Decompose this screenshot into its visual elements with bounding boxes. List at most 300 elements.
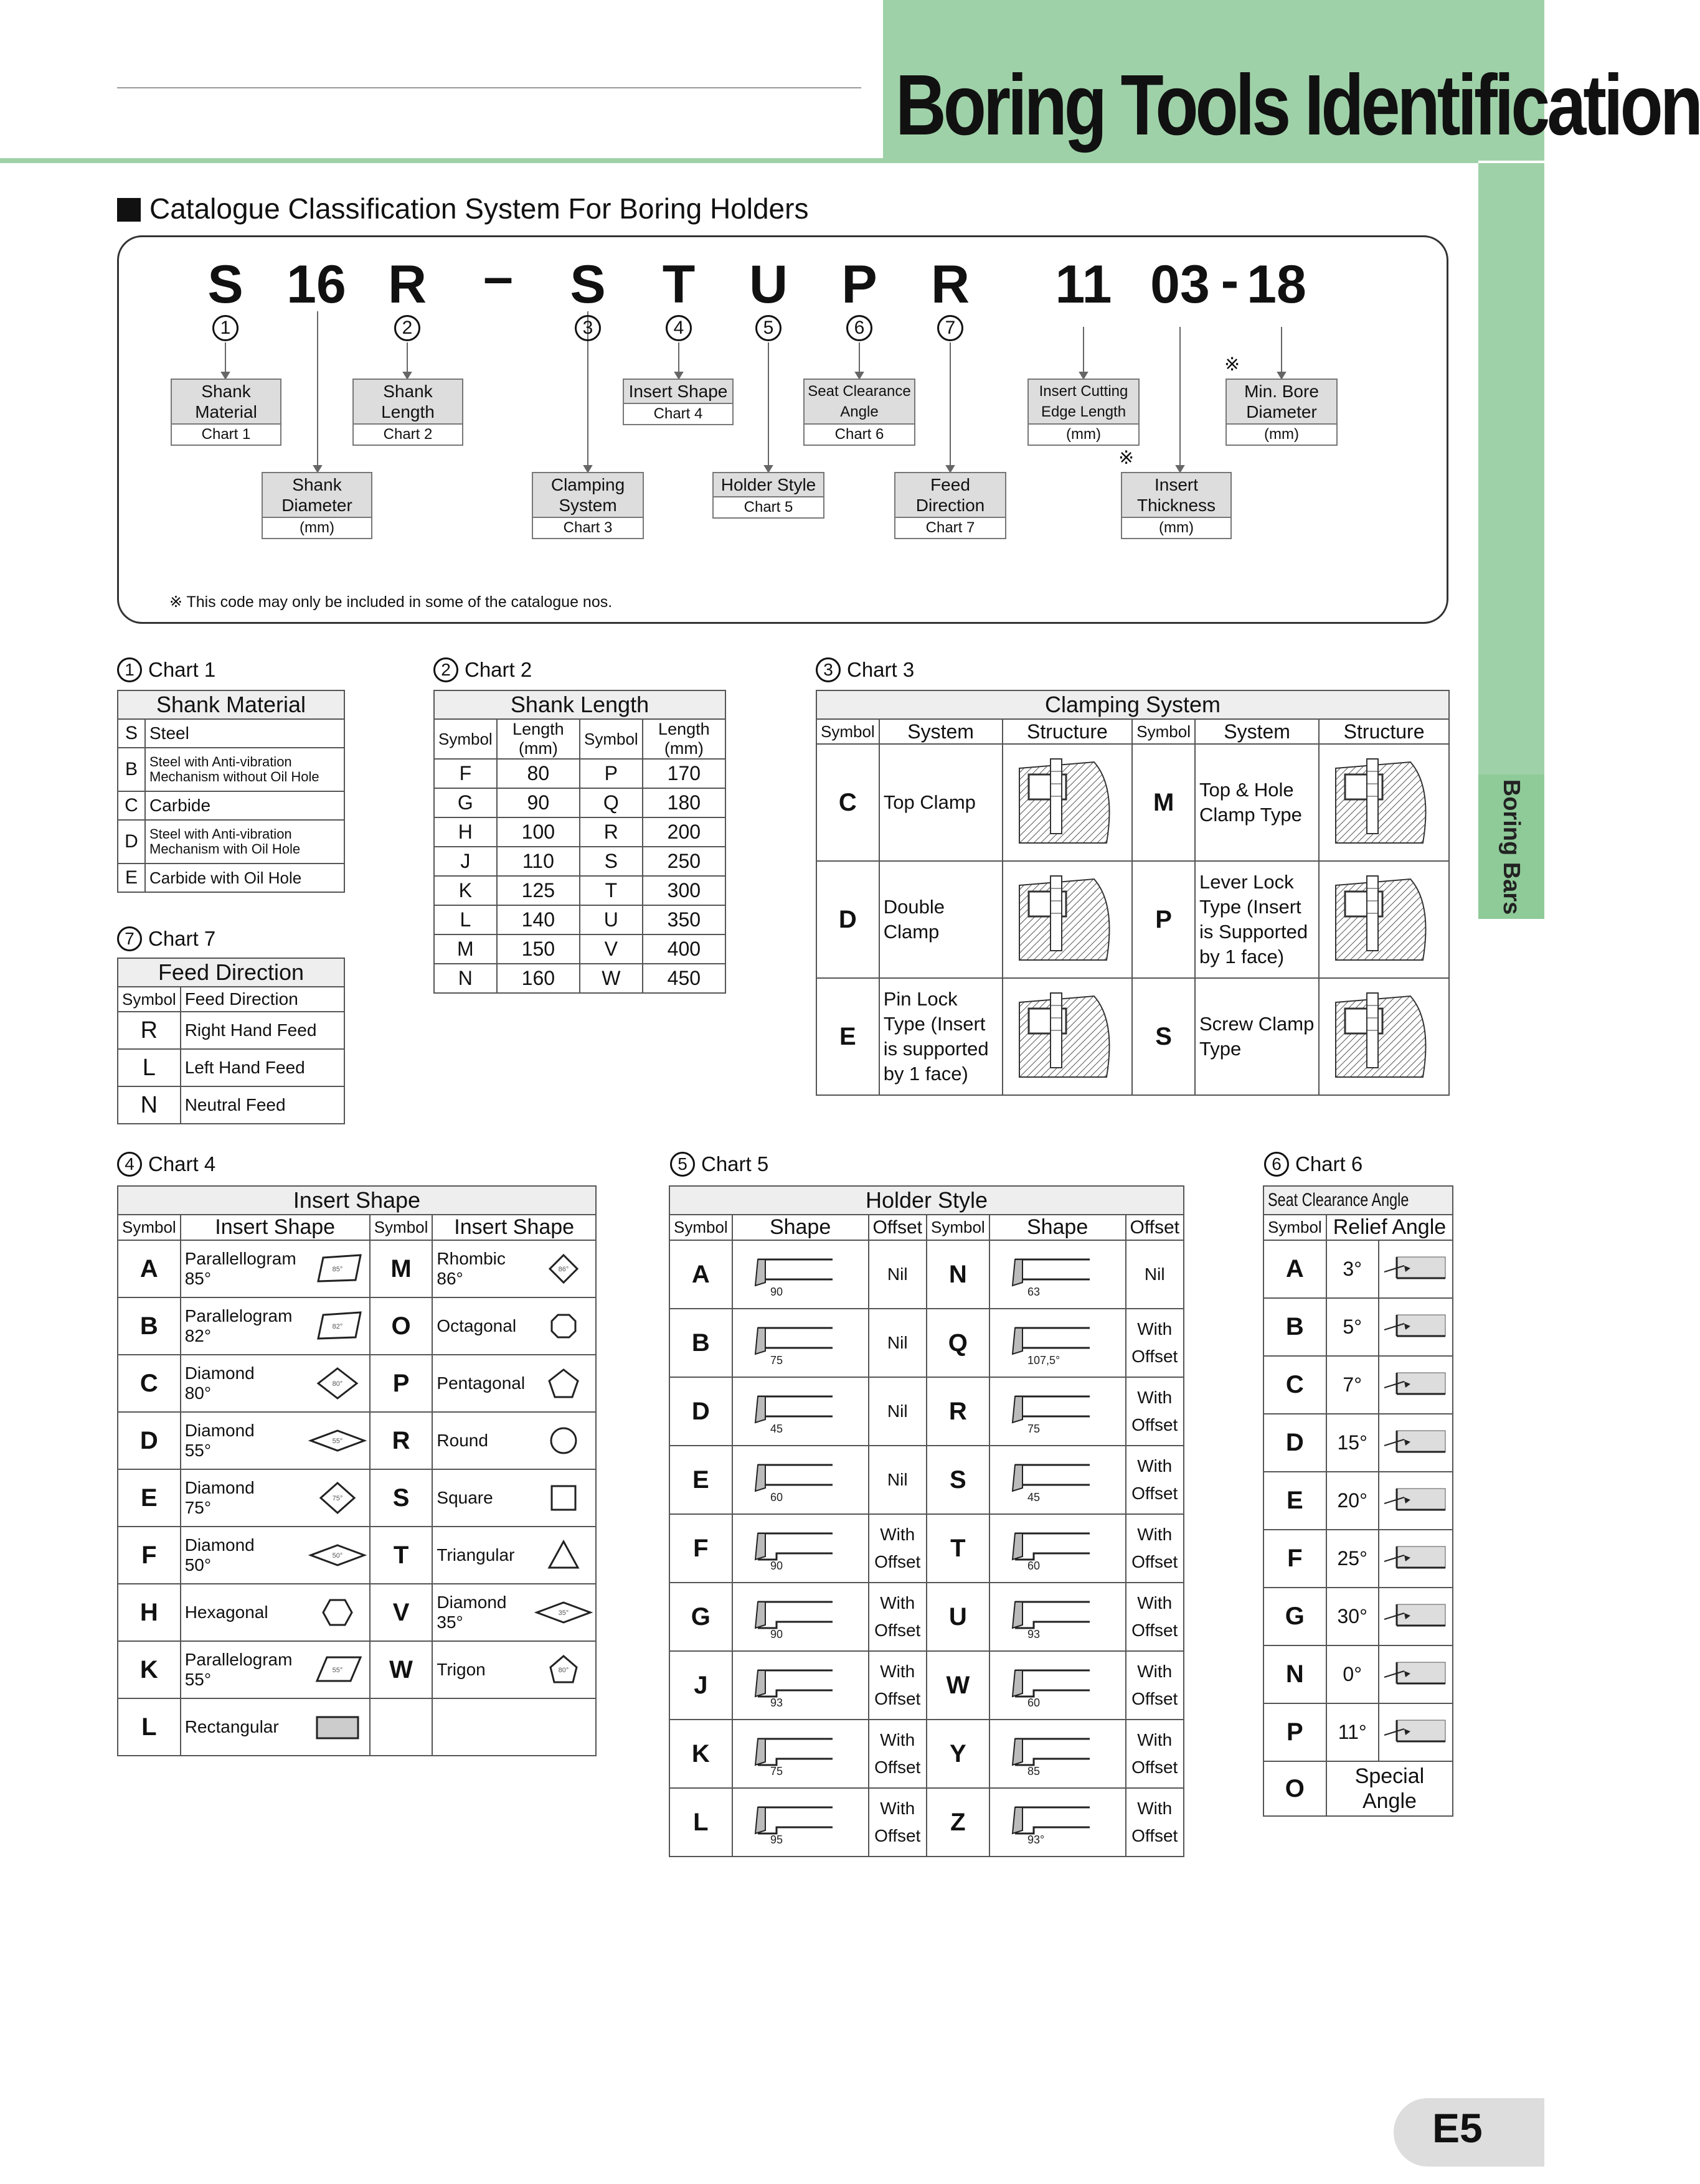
svg-text:60: 60 [1027, 1559, 1040, 1572]
chart4-shape-cell [432, 1297, 596, 1355]
insert-shape-icon [536, 1479, 592, 1517]
chart5-table [669, 1185, 1184, 1857]
chart5-symbol: U [927, 1583, 989, 1651]
code-circle-5: 5 [755, 315, 782, 341]
chart4-shape-name: Diamond [184, 1363, 255, 1383]
holder-style-icon [990, 1591, 1096, 1640]
chart6-symbol: D [1263, 1414, 1326, 1472]
svg-text:82°: 82° [332, 1323, 343, 1330]
relief-angle-icon [1379, 1657, 1448, 1688]
chart4-shape-name: Trigon [437, 1660, 486, 1679]
chart4-shape-name: Diamond [437, 1593, 507, 1612]
chart3-system: Top Clamp [879, 744, 1003, 861]
chart4-header: Insert Shape [118, 1186, 596, 1215]
chart5-offset: With Offset [1126, 1309, 1184, 1377]
chart3-symbol: C [816, 744, 879, 861]
chart6-icon-cell [1379, 1414, 1453, 1472]
chart5-title [670, 1152, 768, 1177]
chart4-shape-name: Diamond [184, 1421, 255, 1440]
chart4-shape-name: Round [437, 1431, 488, 1450]
chart5-symbol: S [927, 1446, 989, 1514]
chart2-col-symbol: Symbol [580, 719, 643, 759]
holder-style-icon [990, 1728, 1096, 1777]
insert-shape-icon [309, 1250, 366, 1287]
label-clamping-system: Clamping System Chart 3 [532, 472, 644, 539]
svg-text:45: 45 [1027, 1490, 1040, 1504]
chart2-symbol: N [434, 964, 497, 993]
chart3-structure-drawing [1003, 978, 1133, 1095]
insert-shape-icon [536, 1307, 592, 1345]
chart2-row [434, 817, 725, 847]
chart4-shape-cell [432, 1641, 596, 1698]
side-tab-label-wrap[interactable] [1478, 774, 1544, 919]
chart3-col-structure: Structure [1319, 719, 1449, 744]
chart5-offset: With Offset [1126, 1651, 1184, 1720]
chart5-symbol: D [669, 1377, 732, 1446]
code-char-shank-diameter: 16 [286, 255, 346, 314]
chart5-row [669, 1583, 1184, 1651]
label-min-bore: Min. Bore Diameter (mm) [1225, 379, 1338, 446]
chart5-title-text: Chart 5 [701, 1152, 769, 1175]
chart5-offset: Nil [869, 1446, 927, 1514]
holder-style-icon [733, 1796, 839, 1846]
holder-style-icon [990, 1522, 1096, 1572]
chart2-header: Shank Length [434, 690, 725, 719]
chart4-row [118, 1698, 596, 1756]
chart4-symbol [370, 1698, 433, 1756]
chart3-symbol: E [816, 978, 879, 1095]
chart4-row [118, 1527, 596, 1584]
chart4-shape-name: Hexagonal [184, 1603, 268, 1622]
code-circle-2: 2 [394, 315, 420, 341]
chart4-shape-cell [181, 1698, 370, 1756]
chart2-symbol: H [434, 817, 497, 847]
chart6-angle: 11° [1326, 1703, 1379, 1761]
chart3-system: Top & Hole Clamp Type [1195, 744, 1319, 861]
chart4-shape-cell [432, 1412, 596, 1469]
chart4-shape-angle: 80° [184, 1383, 212, 1403]
insert-shape-icon [309, 1708, 366, 1746]
svg-text:60: 60 [770, 1490, 783, 1504]
chart5-symbol: Q [927, 1309, 989, 1377]
chart2-symbol: F [434, 759, 497, 788]
chart3-system: Lever Lock Type (Insert is Supported by 1 face) [1195, 861, 1319, 978]
chart3-structure-drawing [1319, 861, 1449, 978]
chart5-shape-cell [989, 1514, 1126, 1583]
chart4-symbol: D [118, 1412, 181, 1469]
svg-text:35°: 35° [558, 1609, 569, 1617]
relief-angle-icon [1379, 1599, 1448, 1631]
chart2-symbol: Q [580, 788, 643, 817]
insert-shape-icon [536, 1365, 592, 1402]
chart6-icon-cell [1379, 1645, 1453, 1703]
chart4-shape-name: Parallellogram [184, 1249, 296, 1268]
chart4-shape-name: Pentagonal [437, 1373, 526, 1393]
chart5-symbol: W [927, 1651, 989, 1720]
chart5-symbol: Y [927, 1720, 989, 1788]
chart6-header: Seat Clearance Angle [1263, 1186, 1453, 1215]
chart6-symbol: B [1263, 1298, 1326, 1356]
chart7-text: Neutral Feed [181, 1086, 344, 1124]
chart6-row [1263, 1472, 1453, 1530]
chart2-row [434, 788, 725, 817]
chart5-shape-cell [732, 1720, 869, 1788]
holder-style-icon [733, 1522, 839, 1572]
svg-text:50°: 50° [332, 1552, 343, 1560]
chart3-row [816, 744, 1449, 861]
chart4-shape-cell [181, 1469, 370, 1527]
chart2-length: 250 [643, 847, 725, 876]
chart4-row [118, 1297, 596, 1355]
chart4-row [118, 1584, 596, 1641]
chart2-symbol: P [580, 759, 643, 788]
chart2-length: 170 [643, 759, 725, 788]
chart3-system: Pin Lock Type (Insert is supported by 1 face) [879, 978, 1003, 1095]
chart2-symbol: J [434, 847, 497, 876]
chart4-symbol: W [370, 1641, 433, 1698]
chart6-symbol: A [1263, 1240, 1326, 1298]
chart5-symbol: R [927, 1377, 989, 1446]
chart4-col-symbol: Symbol [370, 1215, 433, 1240]
chart6-row [1263, 1356, 1453, 1414]
chart6-angle: 25° [1326, 1530, 1379, 1588]
relief-angle-icon [1379, 1426, 1448, 1457]
chart3-row [816, 861, 1449, 978]
chart5-symbol: B [669, 1309, 732, 1377]
chart4-shape-cell [432, 1584, 596, 1641]
holder-style-icon [990, 1796, 1096, 1846]
code-char-thickness: 03 [1150, 255, 1210, 314]
code-circle-6: 6 [846, 315, 872, 341]
relief-angle-icon [1379, 1542, 1448, 1573]
chart6-icon-cell [1379, 1356, 1453, 1414]
chart6-symbol: E [1263, 1472, 1326, 1530]
asterisk-mark: ※ [1224, 354, 1240, 375]
chart1-sym: D [118, 820, 145, 864]
chart4-shape-name: Diamond [184, 1535, 255, 1555]
svg-text:55°: 55° [332, 1438, 343, 1445]
insert-shape-icon [309, 1537, 366, 1574]
chart6-angle: 7° [1326, 1356, 1379, 1414]
chart2-row [434, 964, 725, 993]
svg-text:93: 93 [1027, 1627, 1040, 1640]
holder-style-icon [733, 1659, 839, 1709]
chart2-row [434, 847, 725, 876]
chart5-offset: With Offset [1126, 1514, 1184, 1583]
code-note: ※ This code may only be included in some of the catalogue nos. [169, 593, 613, 611]
chart7-text: Left Hand Feed [181, 1049, 344, 1086]
relief-angle-icon [1379, 1368, 1448, 1399]
chart6-number: 6 [1264, 1152, 1289, 1177]
chart5-offset: With Offset [869, 1583, 927, 1651]
chart3-structure-drawing [1319, 744, 1449, 861]
chart1-table [117, 690, 345, 893]
chart7-number: 7 [117, 926, 142, 951]
chart4-shape-cell [181, 1584, 370, 1641]
chart5-symbol: A [669, 1240, 732, 1309]
label-edge-length: Insert Cutting Edge Length (mm) [1027, 379, 1140, 446]
chart5-col-shape: Shape [989, 1215, 1126, 1240]
chart2-row [434, 934, 725, 964]
chart5-shape-cell [989, 1309, 1126, 1377]
chart5-offset: With Offset [869, 1788, 927, 1857]
chart2-length: 180 [643, 788, 725, 817]
chart1-sym: E [118, 864, 145, 892]
chart6-icon-cell [1379, 1472, 1453, 1530]
code-circle-1: 1 [212, 315, 238, 341]
chart2-length: 140 [497, 905, 580, 934]
chart6-icon-cell [1379, 1588, 1453, 1645]
chart2-symbol: U [580, 905, 643, 934]
code-circle-7: 7 [937, 315, 963, 341]
chart6-row [1263, 1761, 1453, 1816]
chart6-angle: 0° [1326, 1645, 1379, 1703]
chart5-symbol: J [669, 1651, 732, 1720]
chart4-shape-angle: 82° [184, 1326, 212, 1345]
chart4-symbol: K [118, 1641, 181, 1698]
svg-text:45: 45 [770, 1422, 783, 1435]
chart2-table [433, 690, 726, 994]
chart5-offset: With Offset [1126, 1377, 1184, 1446]
code-char-shank-length: R [387, 255, 427, 314]
chart5-col-shape: Shape [732, 1215, 869, 1240]
label-shank-length: Shank Length Chart 2 [352, 379, 463, 446]
chart5-offset: Nil [1126, 1240, 1184, 1309]
chart3-structure-drawing [1003, 861, 1133, 978]
code-connector-lines [0, 0, 1700, 685]
chart7-sym: R [118, 1012, 181, 1049]
chart4-symbol: S [370, 1469, 433, 1527]
chart6-icon-cell [1379, 1703, 1453, 1761]
chart6-row [1263, 1414, 1453, 1472]
code-char-holder-style: U [748, 255, 788, 314]
chart6-table [1263, 1185, 1453, 1817]
svg-text:80°: 80° [332, 1380, 343, 1388]
chart2-length: 100 [497, 817, 580, 847]
chart6-symbol: O [1263, 1761, 1326, 1816]
chart2-col-symbol: Symbol [434, 719, 497, 759]
relief-angle-icon [1379, 1252, 1448, 1283]
chart2-length: 400 [643, 934, 725, 964]
insert-shape-icon [309, 1479, 366, 1517]
chart2-length: 200 [643, 817, 725, 847]
insert-shape-icon [309, 1594, 366, 1631]
insert-shape-icon [536, 1651, 592, 1688]
chart6-row [1263, 1530, 1453, 1588]
chart5-row [669, 1309, 1184, 1377]
chart6-angle: Special Angle [1326, 1761, 1453, 1816]
chart2-length: 90 [497, 788, 580, 817]
chart5-header: Holder Style [669, 1186, 1184, 1215]
chart2-length: 80 [497, 759, 580, 788]
chart1-text: Steel with Anti-vibration Mechanism with Oil Hole [145, 820, 344, 864]
chart6-symbol: G [1263, 1588, 1326, 1645]
chart2-row [434, 876, 725, 905]
svg-text:85: 85 [1027, 1764, 1040, 1777]
svg-text:55°: 55° [332, 1667, 343, 1674]
chart6-symbol: C [1263, 1356, 1326, 1414]
chart2-length: 300 [643, 876, 725, 905]
svg-text:90: 90 [770, 1285, 783, 1298]
chart5-symbol: N [927, 1240, 989, 1309]
chart5-offset: With Offset [1126, 1446, 1184, 1514]
chart5-shape-cell [732, 1377, 869, 1446]
chart2-row [434, 905, 725, 934]
chart4-shape-cell [432, 1240, 596, 1297]
code-circle-3: 3 [575, 315, 601, 341]
chart5-row [669, 1720, 1184, 1788]
page-title: Boring Tools Identification [895, 57, 1700, 153]
svg-text:60: 60 [1027, 1696, 1040, 1709]
chart4-symbol: R [370, 1412, 433, 1469]
chart4-shape-cell [432, 1355, 596, 1412]
section-title: Catalogue Classification System For Boring Holders [149, 192, 809, 225]
chart2-length: 450 [643, 964, 725, 993]
chart4-symbol: A [118, 1240, 181, 1297]
chart5-offset: Nil [869, 1309, 927, 1377]
label-feed-direction: Feed Direction Chart 7 [894, 472, 1006, 539]
chart4-col-symbol: Symbol [118, 1215, 181, 1240]
chart5-col-offset: Offset [1126, 1215, 1184, 1240]
chart4-shape-name: Rhombic [437, 1249, 506, 1268]
chart4-symbol: E [118, 1469, 181, 1527]
chart7-header: Feed Direction [118, 958, 344, 987]
chart7-col-symbol: Symbol [118, 987, 181, 1012]
chart4-symbol: T [370, 1527, 433, 1584]
svg-text:75: 75 [770, 1353, 783, 1367]
svg-text:93: 93 [770, 1696, 783, 1709]
chart5-offset: Nil [869, 1240, 927, 1309]
chart7-sym: L [118, 1049, 181, 1086]
relief-angle-icon [1379, 1310, 1448, 1341]
svg-text:75: 75 [1027, 1422, 1040, 1435]
side-tab-label[interactable]: Boring Bars [1498, 779, 1525, 915]
chart2-symbol: G [434, 788, 497, 817]
chart4-title-text: Chart 4 [148, 1152, 216, 1175]
chart4-shape-angle: 55° [184, 1441, 212, 1460]
chart6-row [1263, 1703, 1453, 1761]
chart1-header: Shank Material [118, 690, 344, 719]
holder-style-icon [733, 1728, 839, 1777]
chart3-system: Screw Clamp Type [1195, 978, 1319, 1095]
chart4-symbol: V [370, 1584, 433, 1641]
chart4-shape-name: Octagonal [437, 1316, 517, 1335]
chart4-shape-name: Parallelogram [184, 1650, 293, 1669]
chart5-shape-cell [989, 1651, 1126, 1720]
svg-text:85°: 85° [332, 1266, 343, 1273]
insert-shape-icon [309, 1651, 366, 1688]
chart1-sym: C [118, 791, 145, 820]
chart4-shape-cell [181, 1240, 370, 1297]
chart4-row [118, 1355, 596, 1412]
chart2-length: 110 [497, 847, 580, 876]
label-shank-material: Shank Material Chart 1 [171, 379, 281, 446]
holder-style-icon [990, 1454, 1096, 1504]
chart7-text: Right Hand Feed [181, 1012, 344, 1049]
label-insert-thickness: Insert Thickness (mm) [1121, 472, 1232, 539]
insert-shape-icon [309, 1422, 366, 1459]
chart3-structure-drawing [1003, 744, 1133, 861]
chart3-symbol: S [1132, 978, 1195, 1095]
label-holder-style: Holder Style Chart 5 [712, 472, 824, 519]
holder-style-icon [990, 1317, 1096, 1367]
chart2-symbol: T [580, 876, 643, 905]
chart2-col-length: Length (mm) [497, 719, 580, 759]
chart2-symbol: S [580, 847, 643, 876]
chart1-text: Carbide [145, 791, 344, 820]
chart3-row [816, 978, 1449, 1095]
chart4-row [118, 1412, 596, 1469]
code-char-bore: 18 [1247, 255, 1306, 314]
chart5-shape-cell [989, 1583, 1126, 1651]
chart6-icon-cell [1379, 1240, 1453, 1298]
chart6-row [1263, 1298, 1453, 1356]
chart4-shape-cell [181, 1412, 370, 1469]
chart5-offset: With Offset [1126, 1720, 1184, 1788]
chart6-icon-cell [1379, 1298, 1453, 1356]
chart5-offset: With Offset [869, 1651, 927, 1720]
svg-text:63: 63 [1027, 1285, 1040, 1298]
chart6-title-text: Chart 6 [1295, 1152, 1363, 1175]
relief-angle-icon [1379, 1715, 1448, 1746]
label-insert-shape: Insert Shape Chart 4 [623, 379, 734, 425]
chart1-number: 1 [117, 657, 142, 682]
svg-text:75°: 75° [332, 1495, 343, 1502]
chart4-symbol: O [370, 1297, 433, 1355]
chart6-row [1263, 1645, 1453, 1703]
chart4-shape-cell [181, 1355, 370, 1412]
chart2-length: 125 [497, 876, 580, 905]
chart5-shape-cell [732, 1583, 869, 1651]
chart3-number: 3 [816, 657, 841, 682]
chart4-symbol: B [118, 1297, 181, 1355]
code-char-feed: R [930, 255, 970, 314]
chart7-title-text: Chart 7 [148, 927, 216, 950]
code-char-shank-material: S [207, 255, 243, 314]
chart5-col-symbol: Symbol [669, 1215, 732, 1240]
holder-style-icon [733, 1454, 839, 1504]
code-char-clearance: P [841, 255, 877, 314]
chart5-row [669, 1788, 1184, 1857]
chart3-col-symbol: Symbol [816, 719, 879, 744]
relief-angle-icon [1379, 1484, 1448, 1515]
chart4-shape-angle: 85° [184, 1269, 212, 1288]
chart1-text: Steel with Anti-vibration Mechanism without Oil Hole [145, 748, 344, 791]
chart5-row [669, 1514, 1184, 1583]
chart6-icon-cell [1379, 1530, 1453, 1588]
chart6-row [1263, 1588, 1453, 1645]
chart4-shape-cell [181, 1527, 370, 1584]
chart4-shape-name: Diamond [184, 1478, 255, 1497]
chart6-row [1263, 1240, 1453, 1298]
chart7-table [117, 958, 345, 1124]
chart2-row [434, 759, 725, 788]
holder-style-icon [733, 1248, 839, 1298]
chart5-offset: Nil [869, 1377, 927, 1446]
chart6-angle: 15° [1326, 1414, 1379, 1472]
chart5-shape-cell [732, 1446, 869, 1514]
holder-style-icon [733, 1317, 839, 1367]
chart3-symbol: M [1132, 744, 1195, 861]
chart3-col-structure: Structure [1003, 719, 1133, 744]
chart3-system: Double Clamp [879, 861, 1003, 978]
chart6-symbol: F [1263, 1530, 1326, 1588]
chart2-length: 150 [497, 934, 580, 964]
chart2-symbol: M [434, 934, 497, 964]
chart4-shape-cell [432, 1698, 596, 1756]
chart5-row [669, 1651, 1184, 1720]
chart4-col-shape: Insert Shape [181, 1215, 370, 1240]
